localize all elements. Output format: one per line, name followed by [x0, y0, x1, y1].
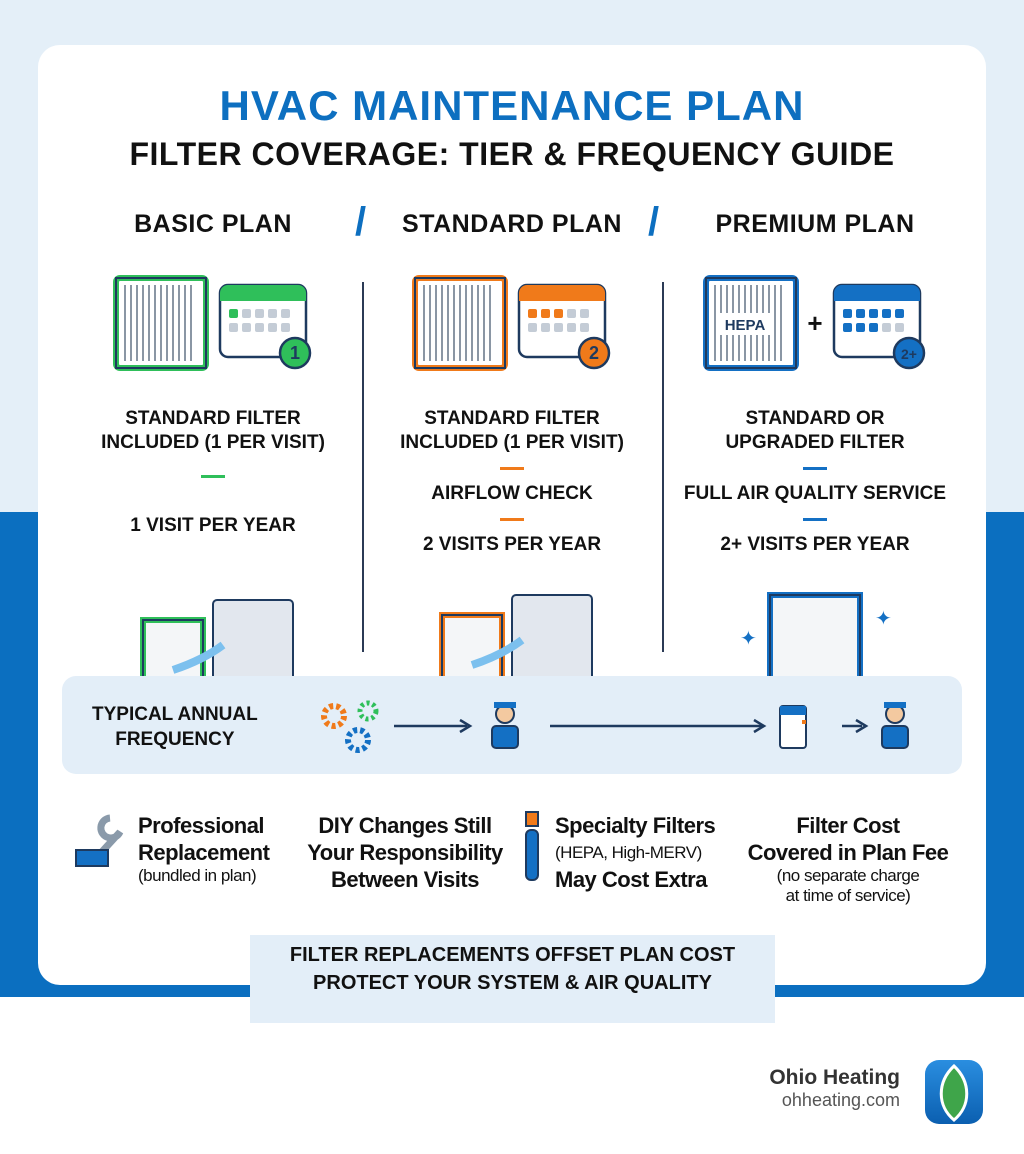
feature-note: (no separate charge: [776, 866, 920, 885]
plan-title: STANDARD PLAN: [402, 210, 622, 238]
wrench-icon: [72, 812, 132, 872]
visit-frequency: 2+ VISITS PER YEAR: [720, 534, 910, 555]
brand-logo: [925, 1060, 983, 1124]
calendar-icon: [217, 275, 313, 371]
frequency-timeline: [62, 676, 962, 774]
visit-frequency: 1 VISIT PER YEAR: [130, 515, 296, 536]
visit-count-badge: 2: [588, 343, 600, 363]
plan-title: BASIC PLAN: [134, 210, 292, 238]
feature-title: Your Responsibility: [307, 840, 503, 865]
plan-column: [665, 210, 965, 720]
coverage-line: INCLUDED (1 PER VISIT): [400, 432, 624, 453]
plan-icons: [665, 263, 965, 383]
visit-count-badge: 1: [289, 343, 301, 363]
brand-name: Ohio Heating: [769, 1066, 900, 1089]
arrow-icon: [842, 720, 866, 732]
feature-title: Between Visits: [331, 867, 479, 892]
frequency-panel: [62, 676, 962, 774]
callout-line: PROTECT YOUR SYSTEM & AIR QUALITY: [313, 972, 712, 994]
filter-coverage-text: [63, 407, 363, 455]
arrow-icon: [550, 720, 764, 732]
feature-title: Replacement: [138, 840, 270, 865]
brand: [760, 1066, 900, 1111]
separator-dash: [500, 518, 524, 521]
filter-strip-icon: [522, 810, 542, 890]
feature-title: Filter Cost: [796, 813, 900, 838]
feature-note: (HEPA, High-MERV): [555, 843, 702, 862]
air-filter-icon: [113, 275, 209, 371]
visit-frequency: 2 VISITS PER YEAR: [422, 534, 602, 555]
feature-title: Specialty Filters: [555, 813, 716, 838]
slash-divider: /: [355, 200, 367, 244]
plus-icon: +: [807, 307, 823, 338]
plan-title: PREMIUM PLAN: [715, 210, 915, 238]
slash-divider: /: [648, 200, 660, 244]
leaf-icon: [925, 1060, 983, 1124]
feature-note: at time of service): [785, 886, 911, 905]
technician-icon: [882, 702, 908, 748]
coverage-line: UPGRADED FILTER: [725, 432, 905, 453]
separator-dash: [201, 475, 225, 478]
callout-line: FILTER REPLACEMENTS OFFSET PLAN COST: [289, 944, 736, 966]
coverage-line: STANDARD FILTER: [125, 408, 301, 429]
technician-icon: [492, 702, 518, 748]
air-filter-icon: [412, 275, 508, 371]
hepa-label: HEPA: [725, 317, 766, 334]
page-title: HVAC MAINTENANCE PLAN: [219, 82, 805, 129]
svg-text:✦: ✦: [875, 608, 892, 630]
air-filter-icon: [703, 275, 799, 371]
feature-specialty: [555, 812, 735, 893]
feature-title: Covered in Plan Fee: [747, 840, 949, 865]
separator-dash: [500, 467, 524, 470]
coverage-line: STANDARD OR: [745, 408, 885, 429]
feature-note: (bundled in plan): [138, 866, 257, 885]
extra-service: AIRFLOW CHECK: [431, 483, 593, 504]
brand-url: ohheating.com: [781, 1090, 900, 1110]
plan-column: [63, 210, 363, 725]
separator-dash: [803, 467, 827, 470]
calendar-icon: [516, 275, 612, 371]
column-divider: [662, 282, 664, 652]
feature-title: DIY Changes Still: [318, 813, 492, 838]
frequency-label-line: TYPICAL ANNUAL: [92, 704, 258, 725]
feature-diy: [300, 812, 510, 893]
feature-title: Professional: [138, 813, 265, 838]
feature-cost: [738, 812, 958, 906]
svg-text:✦: ✦: [740, 628, 757, 650]
callout-box: [250, 935, 775, 1023]
filter-coverage-text: [665, 407, 965, 455]
gears-icon: [324, 703, 376, 750]
separator-dash: [803, 518, 827, 521]
coverage-line: INCLUDED (1 PER VISIT): [101, 432, 325, 453]
plan-icons: [362, 263, 662, 383]
filter-coverage-text: [362, 407, 662, 455]
plan-icons: [63, 263, 363, 383]
page-subtitle: FILTER COVERAGE: TIER & FREQUENCY GUIDE: [129, 136, 895, 172]
arrow-icon: [394, 720, 470, 732]
calendar-icon: [831, 275, 927, 371]
feature-professional: [138, 812, 298, 886]
feature-title: May Cost Extra: [555, 867, 707, 892]
coverage-line: STANDARD FILTER: [424, 408, 600, 429]
visit-count-badge: 2+: [900, 346, 917, 362]
calendar-icon: [780, 706, 806, 748]
frequency-label-line: FREQUENCY: [115, 729, 235, 750]
plan-column: [362, 210, 662, 720]
extra-service: FULL AIR QUALITY SERVICE: [683, 483, 947, 504]
